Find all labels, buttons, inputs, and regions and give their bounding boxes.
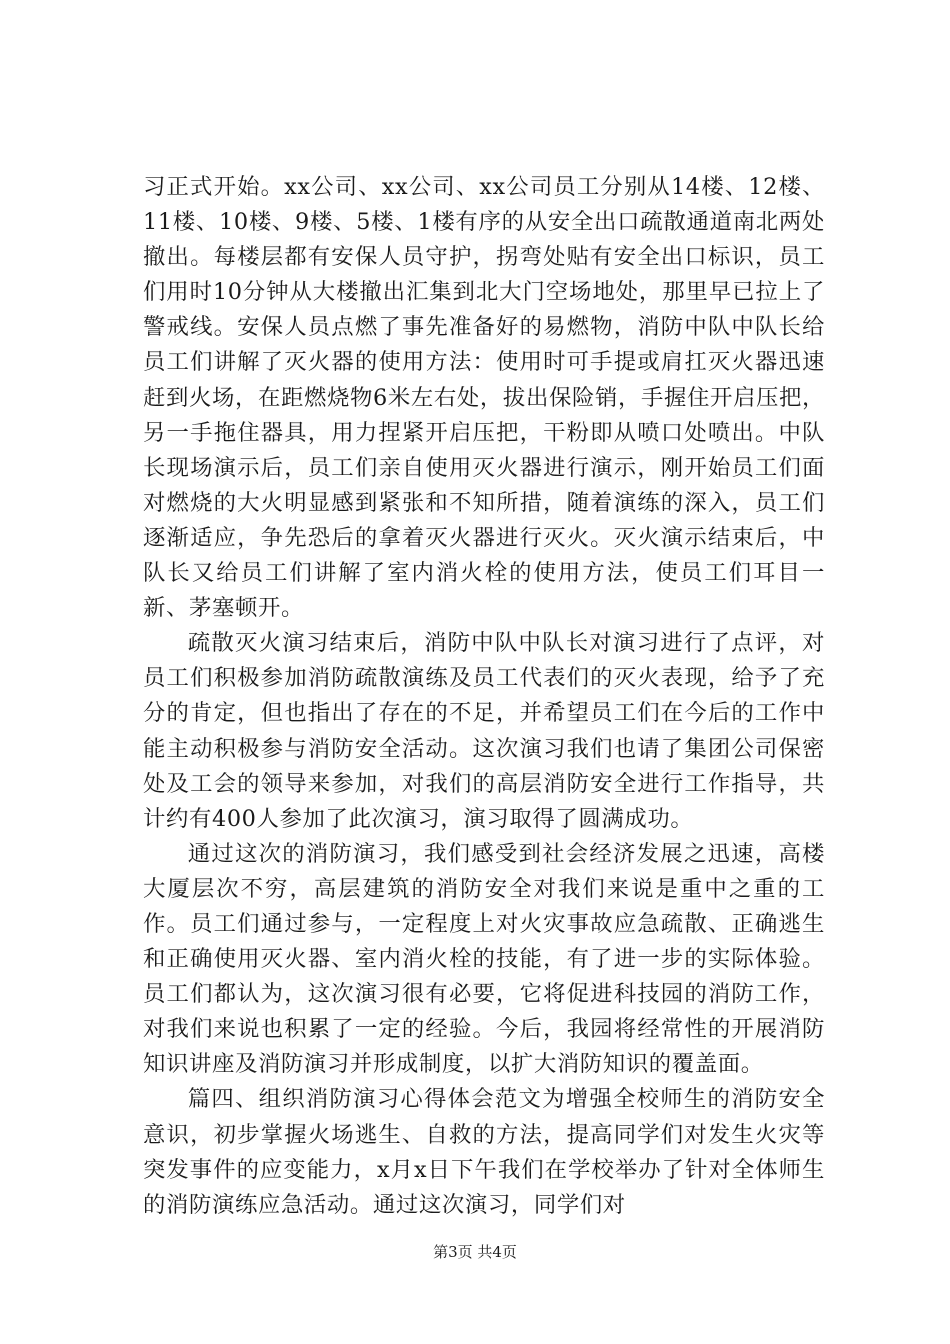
paragraph-1: 习正式开始。xx公司、xx公司、xx公司员工分别从14楼、12楼、11楼、10楼、9楼、5楼、1楼有序的从安全出口疏散通道南北两处撤出。每楼层都有安保人员守护，拐弯处贴有安全出口标识，员工们用时10分钟从大楼撤出汇集到北大门空场地处，那里早已拉上了警戒线。安保人员点燃了事先准备好的易燃物，消防中队中队长给员工们讲解了灭火器的使用方法：使用时可手提或肩扛灭火器迅速赶到火场，在距燃烧物6米左右处，拔出保险销，手握住开启压把，另一手拖住器具，用力捏紧开启压把，干粉即从喷口处喷出。中队长现场演示后，员工们亲自使用灭火器进行演示，刚开始员工们面对燃烧的大火明显感到紧张和不知所措，随着演练的深入，员工们逐渐适应，争先恐后的拿着灭火器进行灭火。灭火演示结束后，中队长又给员工们讲解了室内消火栓的使用方法，使员工们耳目一新、茅塞顿开。 <box>143 174 826 622</box>
document-body <box>143 170 825 1223</box>
page-number-footer: 第3页 共4页 <box>433 1243 517 1261</box>
paragraph-4: 篇四、组织消防演习心得体会范文为增强全校师生的消防安全意识，初步掌握火场逃生、自救的方法，提高同学们对发生火灾等突发事件的应变能力，x月x日下午我们在学校举办了针对全体师生的消防演练应急活动。通过这次演习，同学们对 <box>143 1086 825 1218</box>
paragraph-3: 通过这次的消防演习，我们感受到社会经济发展之迅速，高楼大厦层次不穷，高层建筑的消防安全对我们来说是重中之重的工作。员工们通过参与，一定程度上对火灾事故应急疏散、正确逃生和正确使用灭火器、室内消火栓的技能，有了进一步的实际体验。员工们都认为，这次演习很有必要，它将促进科技园的消防工作，对我们来说也积累了一定的经验。今后，我园将经常性的开展消防知识讲座及消防演习并形成制度，以扩大消防知识的覆盖面。 <box>143 840 825 1078</box>
paragraph-2: 疏散灭火演习结束后，消防中队中队长对演习进行了点评，对员工们积极参加消防疏散演练及员工代表们的灭火表现，给予了充分的肯定，但也指出了存在的不足，并希望员工们在今后的工作中能主动积极参与消防安全活动。这次演习我们也请了集团公司保密处及工会的领导来参加，对我们的高层消防安全进行工作指导，共计约有400人参加了此次演习，演习取得了圆满成功。 <box>143 630 825 832</box>
